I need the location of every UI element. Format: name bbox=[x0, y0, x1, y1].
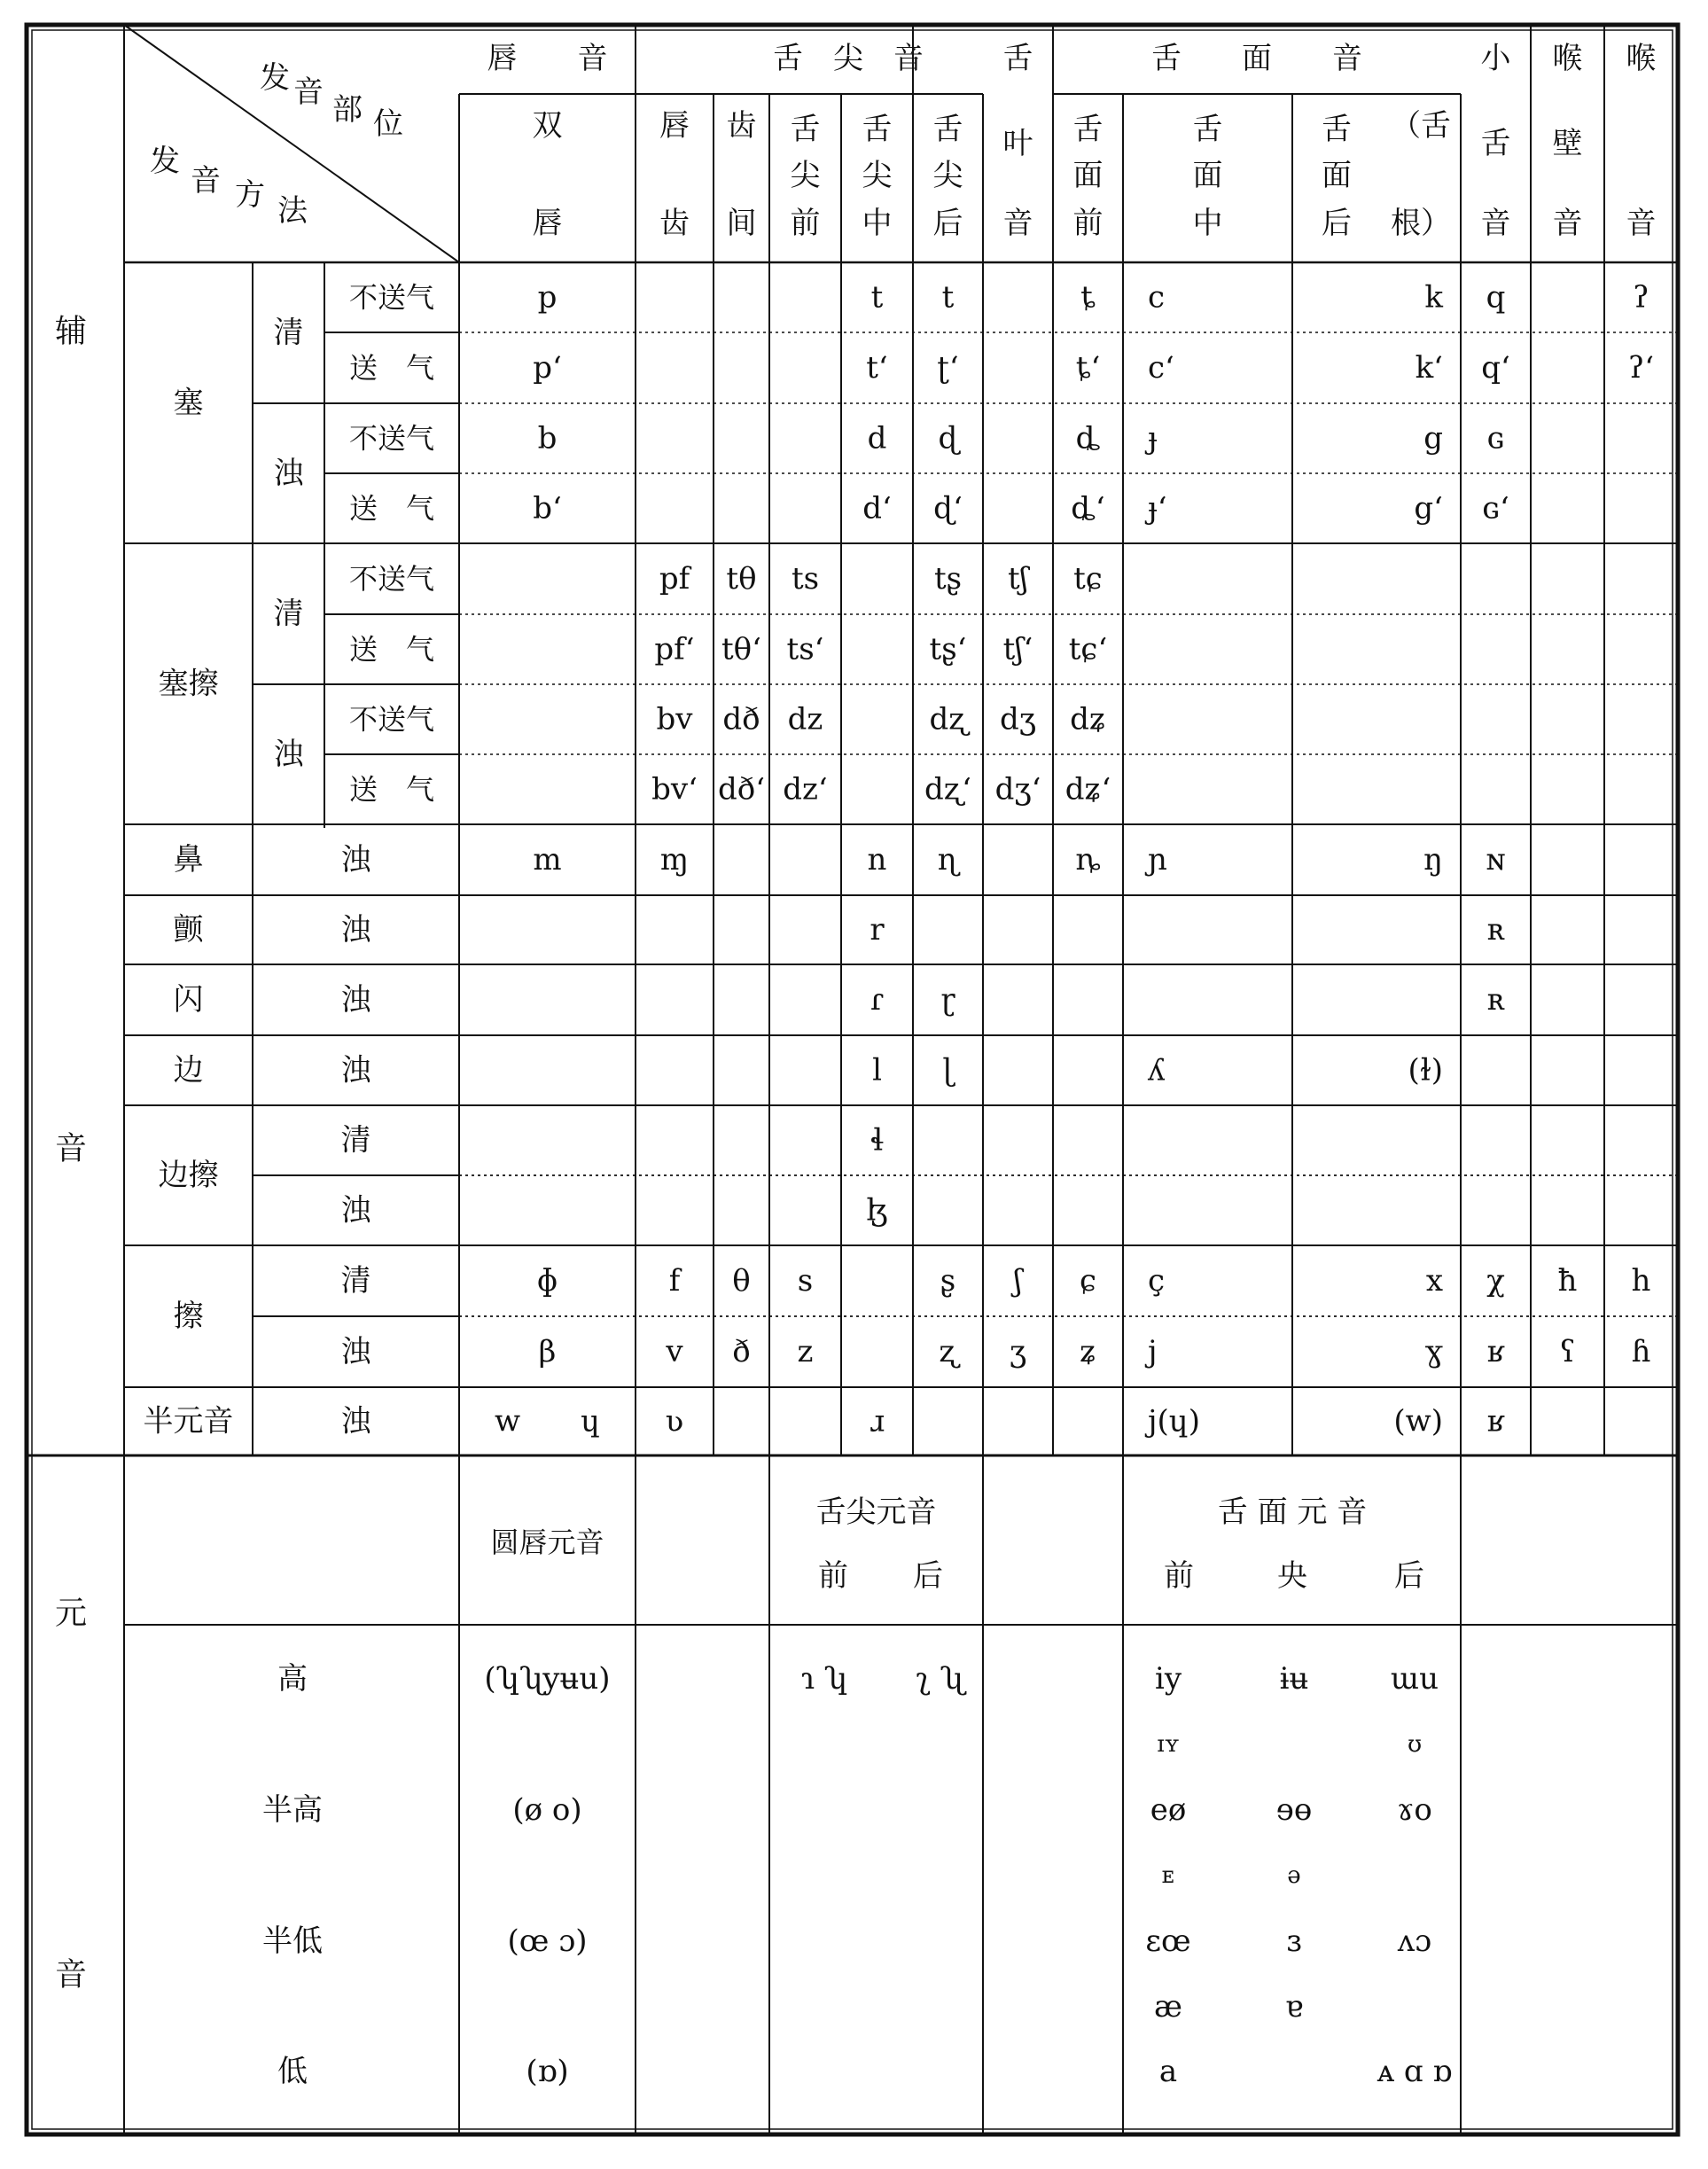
consonant-symbol: t bbox=[941, 279, 955, 316]
voicing-label: 浊 bbox=[273, 737, 304, 772]
place-column-label: 音 bbox=[1002, 206, 1033, 241]
place-column-label: 舌 bbox=[1480, 126, 1511, 161]
consonant-symbol: p bbox=[537, 279, 558, 316]
dorsal-vowel-symbol: ᴀ ɑ ɒ bbox=[1377, 2054, 1453, 2089]
aspiration-label: 送 气 bbox=[348, 632, 435, 667]
consonant-symbol: tɕ bbox=[1073, 561, 1103, 597]
corner-place-label: 音 bbox=[293, 74, 324, 110]
dorsal-vowel-symbol: æ bbox=[1154, 1989, 1182, 2025]
consonant-symbol: n bbox=[867, 842, 887, 878]
place-column-label: 双 bbox=[532, 108, 563, 144]
aspiration-label: 送 气 bbox=[348, 351, 435, 385]
manner-label: 鼻 bbox=[173, 842, 204, 878]
consonant-symbol: pf bbox=[659, 561, 690, 597]
corner-place-label: 位 bbox=[373, 106, 403, 142]
consonant-symbol: ɖ‘ bbox=[933, 490, 963, 527]
consonant-symbol: ʕ bbox=[1559, 1334, 1576, 1369]
consonant-symbol: h bbox=[1631, 1263, 1651, 1299]
corner-place-label: 部 bbox=[332, 92, 363, 128]
consonant-symbol: ɲ bbox=[1148, 842, 1167, 878]
voicing-label: 浊 bbox=[340, 1052, 371, 1088]
consonant-symbol: ʂ bbox=[940, 1263, 956, 1299]
consonant-symbol: j(ɥ) bbox=[1148, 1403, 1200, 1439]
place-column-label: 面 bbox=[1072, 158, 1104, 193]
voicing-label: 浊 bbox=[340, 982, 371, 1018]
consonant-symbol: q‘ bbox=[1481, 350, 1510, 386]
consonant-symbol: ɣ bbox=[1424, 1334, 1443, 1369]
dorsal-vowel-symbol: ɪʏ bbox=[1157, 1731, 1180, 1758]
consonant-symbol: tʂ bbox=[933, 561, 963, 597]
consonant-symbol: ɢ‘ bbox=[1482, 490, 1509, 527]
consonant-symbol: w ɥ bbox=[495, 1403, 600, 1439]
corner-method-label: 方 bbox=[235, 177, 265, 213]
dorsal-vowel-symbol: a bbox=[1158, 2054, 1178, 2089]
consonant-symbol: ɦ bbox=[1631, 1334, 1651, 1369]
place-column-label: 尖 bbox=[790, 158, 821, 193]
dorsal-vowel-symbol: ʌɔ bbox=[1397, 1923, 1432, 1959]
consonant-symbol: ɖ bbox=[938, 420, 958, 456]
consonant-symbol: (ɫ) bbox=[1408, 1052, 1443, 1088]
place-column-label: 前 bbox=[1072, 206, 1104, 241]
voicing-label: 清 bbox=[340, 1263, 371, 1299]
consonant-symbol: dð bbox=[722, 701, 760, 737]
consonant-symbol: ȡ bbox=[1075, 420, 1101, 456]
consonant-symbol: ɸ bbox=[536, 1263, 558, 1299]
consonant-symbol: q bbox=[1486, 279, 1506, 316]
consonant-symbol: ʀ bbox=[1486, 982, 1505, 1018]
vowel-header-rounded: 圆唇元音 bbox=[490, 1525, 604, 1559]
consonant-symbol: ɭ bbox=[942, 1052, 954, 1088]
consonant-symbol: s bbox=[797, 1263, 814, 1299]
consonant-symbol: θ bbox=[732, 1263, 751, 1299]
apical-vowel-back: ʅ ʯ bbox=[916, 1661, 963, 1697]
place-column-label: 壁 bbox=[1552, 126, 1583, 161]
consonant-symbol: dʐ bbox=[929, 701, 967, 737]
voicing-label: 清 bbox=[273, 596, 304, 632]
consonant-symbol: dʐ‘ bbox=[924, 771, 971, 808]
consonant-symbol: ɴ bbox=[1486, 842, 1506, 878]
consonant-symbol: ɹ bbox=[869, 1403, 885, 1439]
dorsal-vowel-symbol: ə bbox=[1287, 1862, 1301, 1889]
place-group-title: 舌 面 音 bbox=[1151, 41, 1362, 76]
consonant-symbol: t bbox=[870, 279, 884, 316]
place-column-label: 根） bbox=[1391, 206, 1451, 241]
aspiration-label: 不送气 bbox=[348, 702, 435, 737]
consonant-symbol: ts‘ bbox=[786, 631, 824, 667]
voicing-label: 浊 bbox=[340, 842, 371, 878]
consonant-symbol: ʀ bbox=[1486, 912, 1505, 948]
place-column-label: 叶 bbox=[1002, 126, 1033, 161]
vowel-header-dorsal-back: 后 bbox=[1394, 1558, 1424, 1594]
manner-label: 闪 bbox=[173, 982, 204, 1018]
consonant-symbol: ɢ bbox=[1486, 420, 1505, 456]
consonant-symbol: tθ‘ bbox=[721, 631, 761, 667]
manner-label: 半元音 bbox=[143, 1403, 234, 1439]
consonant-symbol: ɟ‘ bbox=[1148, 490, 1167, 527]
place-column-label: 齿 bbox=[659, 206, 690, 241]
aspiration-label: 送 气 bbox=[348, 772, 435, 807]
rounded-vowel-symbol: (œ ɔ) bbox=[507, 1923, 588, 1959]
consonant-symbol: ʁ bbox=[1486, 1403, 1505, 1439]
aspiration-label: 不送气 bbox=[348, 562, 435, 596]
voicing-label: 清 bbox=[273, 315, 304, 351]
vowel-header-dorsal-central: 央 bbox=[1277, 1558, 1307, 1594]
vowel-height-label: 半低 bbox=[262, 1923, 323, 1959]
consonant-symbol: ɟ bbox=[1148, 420, 1158, 456]
rounded-vowel-symbol: (ʮʯyʉu) bbox=[484, 1661, 611, 1697]
dorsal-vowel-symbol: ʊ bbox=[1407, 1731, 1423, 1758]
consonant-symbol: ts bbox=[791, 561, 820, 597]
place-column-label: 面 bbox=[1192, 158, 1223, 193]
place-group-title: 舌 尖 音 bbox=[773, 41, 924, 76]
consonant-symbol: ȡ‘ bbox=[1071, 490, 1105, 527]
place-column-label: 前 bbox=[790, 206, 821, 241]
consonant-symbol: ʁ bbox=[1486, 1334, 1505, 1369]
vowel-header-apical: 舌尖元音 bbox=[815, 1494, 937, 1530]
vowel-height-label: 半高 bbox=[262, 1792, 323, 1828]
consonant-symbol: dð‘ bbox=[717, 771, 766, 808]
consonant-symbol: tɕ‘ bbox=[1068, 631, 1108, 667]
place-column-label: 尖 bbox=[862, 158, 893, 193]
voicing-label: 浊 bbox=[340, 1192, 371, 1229]
consonant-symbol: tʃ bbox=[1008, 561, 1028, 597]
consonant-symbol: ʔ bbox=[1633, 279, 1650, 316]
consonant-symbol: ç bbox=[1148, 1263, 1166, 1299]
consonant-symbol: r bbox=[870, 912, 885, 948]
consonant-symbol: dz‘ bbox=[783, 771, 828, 808]
consonant-symbol: g‘ bbox=[1414, 490, 1443, 527]
dorsal-vowel-symbol: ɨʉ bbox=[1279, 1661, 1309, 1697]
manner-label: 擦 bbox=[173, 1299, 204, 1334]
consonant-symbol: ð bbox=[732, 1334, 751, 1369]
place-column-label: 中 bbox=[862, 206, 893, 241]
place-column-label: 音 bbox=[1552, 206, 1583, 241]
voicing-label: 浊 bbox=[340, 1334, 371, 1369]
vowel-header-dorsal: 舌 面 元 音 bbox=[1217, 1494, 1368, 1530]
corner-method-label: 音 bbox=[191, 163, 221, 199]
corner-method-label: 法 bbox=[277, 193, 308, 229]
apical-vowel-front: ɿ ʮ bbox=[800, 1661, 848, 1697]
consonant-symbol: ɮ bbox=[866, 1192, 888, 1229]
place-column-label: 面 bbox=[1322, 158, 1352, 193]
aspiration-label: 不送气 bbox=[348, 280, 435, 315]
dorsal-vowel-symbol: ɤo bbox=[1397, 1792, 1432, 1828]
consonant-symbol: dʒ bbox=[1000, 701, 1036, 737]
consonant-symbol: b bbox=[537, 420, 558, 456]
dorsal-vowel-symbol: ɐ bbox=[1284, 1989, 1304, 2025]
consonant-symbol: x bbox=[1425, 1263, 1443, 1299]
consonant-symbol: j bbox=[1148, 1334, 1158, 1369]
dorsal-vowel-symbol: ɯu bbox=[1390, 1661, 1439, 1697]
place-column-label: 唇 bbox=[532, 206, 563, 241]
consonant-symbol: g bbox=[1423, 420, 1443, 456]
place-column-label: 中 bbox=[1192, 206, 1223, 241]
dorsal-vowel-symbol: ɛœ bbox=[1145, 1923, 1191, 1959]
consonant-symbol: ȵ bbox=[1075, 842, 1101, 878]
place-group-title: 舌 bbox=[1002, 41, 1033, 76]
vowel-header-dorsal-front: 前 bbox=[1164, 1558, 1194, 1594]
corner-place-label: 发 bbox=[260, 60, 290, 96]
consonant-symbol: ʈ‘ bbox=[937, 350, 959, 386]
place-column-label: 舌 bbox=[862, 112, 893, 147]
place-group-title: 小 bbox=[1480, 41, 1511, 76]
aspiration-label: 送 气 bbox=[348, 491, 435, 526]
consonant-symbol: bv‘ bbox=[651, 771, 698, 808]
consonant-symbol: dʒ‘ bbox=[994, 771, 1041, 808]
voicing-label: 浊 bbox=[340, 912, 371, 948]
place-group-title: 喉 bbox=[1626, 41, 1657, 76]
vowel-header-apical-front: 前 bbox=[818, 1558, 848, 1594]
vowel-header-apical-back: 后 bbox=[913, 1558, 943, 1594]
consonant-symbol: ɬ bbox=[870, 1122, 885, 1159]
corner-method-label: 发 bbox=[150, 144, 180, 179]
rounded-vowel-symbol: (ø o) bbox=[512, 1792, 582, 1828]
consonant-symbol: ȶ‘ bbox=[1075, 350, 1101, 386]
voicing-label: 清 bbox=[340, 1122, 371, 1159]
vowel-height-label: 高 bbox=[277, 1661, 308, 1697]
dorsal-vowel-symbol: ᴇ bbox=[1161, 1862, 1175, 1889]
place-column-label: 舌 bbox=[1322, 112, 1352, 147]
aspiration-label: 不送气 bbox=[348, 421, 435, 456]
manner-label: 边 bbox=[173, 1052, 204, 1088]
consonant-symbol: c‘ bbox=[1148, 350, 1174, 386]
consonant-symbol: l bbox=[872, 1052, 882, 1088]
place-group-title: 唇 音 bbox=[487, 41, 608, 76]
place-column-label: （舌 bbox=[1391, 108, 1451, 144]
place-column-label: 音 bbox=[1626, 206, 1657, 241]
consonant-symbol: ɾ bbox=[870, 982, 885, 1018]
consonant-symbol: z bbox=[797, 1334, 814, 1369]
place-column-label: 后 bbox=[932, 206, 963, 241]
dorsal-vowel-symbol: ɜ bbox=[1286, 1923, 1302, 1959]
consonant-symbol: k‘ bbox=[1415, 350, 1443, 386]
consonant-symbol: ʋ bbox=[665, 1403, 684, 1439]
consonant-symbol: ʑ bbox=[1079, 1334, 1097, 1369]
place-column-label: 唇 bbox=[659, 108, 690, 144]
place-column-label: 后 bbox=[1322, 206, 1352, 241]
voicing-label: 浊 bbox=[273, 456, 304, 491]
consonant-symbol: ɱ bbox=[659, 842, 690, 878]
consonant-symbol: χ bbox=[1486, 1263, 1505, 1299]
consonant-symbol: bv bbox=[656, 701, 693, 737]
manner-label: 颤 bbox=[173, 912, 204, 948]
consonant-symbol: c bbox=[1148, 279, 1166, 316]
consonant-symbol: ɽ bbox=[940, 982, 955, 1018]
consonant-symbol: b‘ bbox=[533, 490, 562, 527]
consonant-symbol: ʎ bbox=[1148, 1052, 1166, 1088]
consonant-symbol: dz bbox=[787, 701, 823, 737]
consonant-symbol: v bbox=[666, 1334, 683, 1369]
consonant-symbol: ʃ bbox=[1013, 1263, 1023, 1299]
side-label-vowel: 元 bbox=[54, 1595, 88, 1632]
vowel-height-label: 低 bbox=[277, 2054, 308, 2089]
consonant-symbol: m bbox=[533, 842, 562, 878]
place-group-title: 喉 bbox=[1552, 41, 1583, 76]
consonant-symbol: ʔ‘ bbox=[1627, 350, 1655, 386]
place-column-label: 齿 bbox=[726, 108, 757, 144]
consonant-symbol: (w) bbox=[1393, 1403, 1443, 1439]
consonant-symbol: d bbox=[867, 420, 887, 456]
consonant-symbol: t‘ bbox=[866, 350, 888, 386]
consonant-symbol: ɕ bbox=[1079, 1263, 1097, 1299]
consonant-symbol: β bbox=[538, 1334, 557, 1369]
consonant-symbol: f bbox=[668, 1263, 681, 1299]
rounded-vowel-symbol: (ɒ) bbox=[526, 2054, 569, 2089]
consonant-symbol: dʑ bbox=[1070, 701, 1106, 737]
consonant-symbol: pf‘ bbox=[654, 631, 695, 667]
place-column-label: 间 bbox=[726, 206, 757, 241]
place-column-label: 舌 bbox=[790, 112, 821, 147]
place-column-label: 舌 bbox=[932, 112, 963, 147]
consonant-symbol: tʃ‘ bbox=[1002, 631, 1033, 667]
manner-label: 边擦 bbox=[158, 1158, 219, 1193]
consonant-symbol: ʒ bbox=[1009, 1334, 1027, 1369]
side-label-consonant: 音 bbox=[54, 1130, 88, 1167]
dorsal-vowel-symbol: eø bbox=[1150, 1792, 1187, 1828]
consonant-symbol: ħ bbox=[1557, 1263, 1578, 1299]
manner-label: 塞擦 bbox=[158, 666, 219, 702]
dorsal-vowel-symbol: ɘɵ bbox=[1275, 1792, 1313, 1828]
consonant-symbol: tθ bbox=[726, 561, 757, 597]
consonant-symbol: ɳ bbox=[937, 842, 959, 878]
consonant-symbol: ȶ bbox=[1080, 279, 1096, 316]
consonant-symbol: tʂ‘ bbox=[929, 631, 967, 667]
place-column-label: 舌 bbox=[1192, 112, 1223, 147]
side-label-consonant: 辅 bbox=[54, 313, 88, 350]
place-column-label: 音 bbox=[1480, 206, 1511, 241]
place-column-label: 尖 bbox=[932, 158, 963, 193]
side-label-vowel: 音 bbox=[54, 1956, 88, 1993]
manner-label: 塞 bbox=[173, 385, 204, 421]
consonant-symbol: ŋ bbox=[1423, 842, 1443, 878]
consonant-symbol: k bbox=[1424, 279, 1443, 316]
consonant-symbol: dʑ‘ bbox=[1065, 771, 1111, 808]
consonant-symbol: p‘ bbox=[533, 350, 562, 386]
consonant-symbol: ʐ bbox=[939, 1334, 957, 1369]
dorsal-vowel-symbol: iy bbox=[1154, 1661, 1182, 1697]
place-column-label: 舌 bbox=[1072, 112, 1104, 147]
consonant-symbol: d‘ bbox=[862, 490, 892, 527]
voicing-label: 浊 bbox=[340, 1403, 371, 1439]
